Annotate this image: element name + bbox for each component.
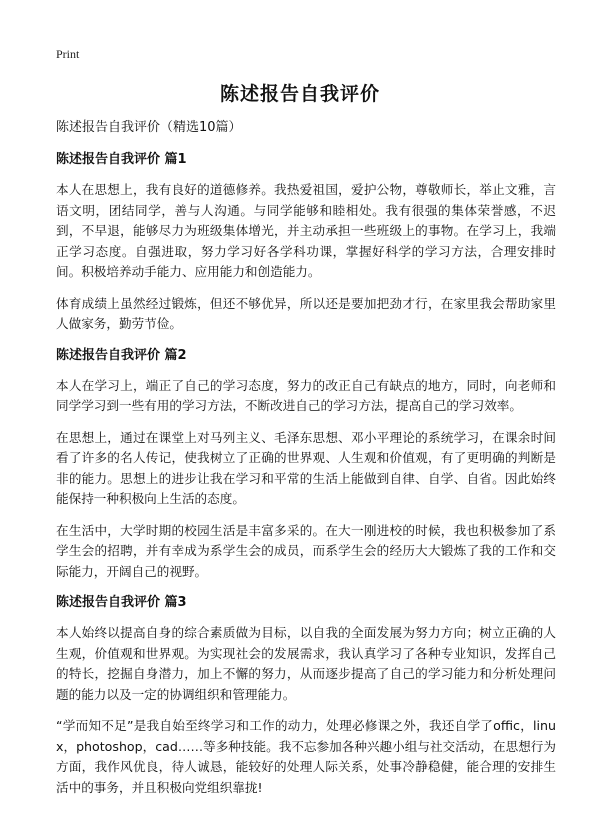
- print-link[interactable]: Print: [56, 47, 80, 61]
- section-heading: 陈述报告自我评价 篇2: [56, 347, 187, 363]
- paragraph: 本人在思想上，我有良好的道德修养。我热爱祖国，爱护公物，尊敬师长，举止文雅，言语文明，团结同学，善与人沟通。与同学能够和睦相处。我有很强的集体荣誉感，不迟到，不早退，能够尽力为班级集体增光，并主动承担一些班级上的事物。在学习上，我端正学习态度。自强进取，努力学习好各学科功课，掌握好科学的学习方法，合理安排时间。积极培养动手能力、应用能力和创造能力。: [56, 182, 556, 279]
- section-heading: 陈述报告自我评价 篇1: [56, 152, 187, 167]
- section-heading: 陈述报告自我评价 篇3: [56, 595, 187, 610]
- paragraph: 本人在学习上，端正了自己的学习态度，努力的改正自己有缺点的地方，同时，向老师和同学学习到一些有用的学习方法，不断改进自己的学习方法，提高自己的学习效率。: [56, 377, 556, 413]
- document-subtitle: 陈述报告自我评价（精选10篇）: [56, 120, 242, 135]
- paragraph: 本人始终以提高自身的综合素质做为目标，以自我的全面发展为努力方向；树立正确的人生观，价值观和世界观。为实现社会的发展需求，我认真学习了各种专业知识，发挥自己的特长，挖掘自身潜力，加上不懈的努力，从而逐步提高了自己的学习能力和分析处理问题的能力以及一定的协调组织和管理能力。: [56, 625, 556, 702]
- page-title: 陈述报告自我评价: [219, 83, 380, 105]
- document-body: [56, 118, 556, 809]
- paragraph: 体育成绩上虽然经过锻炼，但还不够优异，所以还是要加把劲才行，在家里我会帮助家里人做家务，勤劳节俭。: [56, 295, 556, 331]
- paragraph: 在生活中，大学时期的校园生活是丰富多采的。在大一刚进校的时候，我也积极参加了系学生会的招聘，并有幸成为系学生会的成员，而系学生会的经历大大锻炼了我的工作和交际能力，开阔自己的视野。: [56, 522, 556, 579]
- section-2: [56, 346, 556, 583]
- paragraph: 在思想上，通过在课堂上对马列主义、毛泽东思想、邓小平理论的系统学习，在课余时间看了许多的名人传记，使我树立了正确的世界观、人生观和价值观，有了更明确的判断是非的能力。思想上的进步让我在学习和平常的生活上能做到自律、自学、自省。因此始终能保持一种积极向上生活的态度。: [56, 429, 556, 506]
- section-1: [56, 150, 556, 335]
- section-3: [56, 593, 556, 798]
- paragraph: “学而知不足”是我自始至终学习和工作的动力，处理必修课之外，我还自学了offic，linux，photoshop，cad……等多种技能。我不忘参加各种兴趣小组与社交活动，在思想行为方面，我作风优良，待人诚恳，能较好的处理人际关系，处事冷静稳健，能合理的安排生活中的事务，并且积极向党组织靠拢!: [56, 718, 556, 795]
